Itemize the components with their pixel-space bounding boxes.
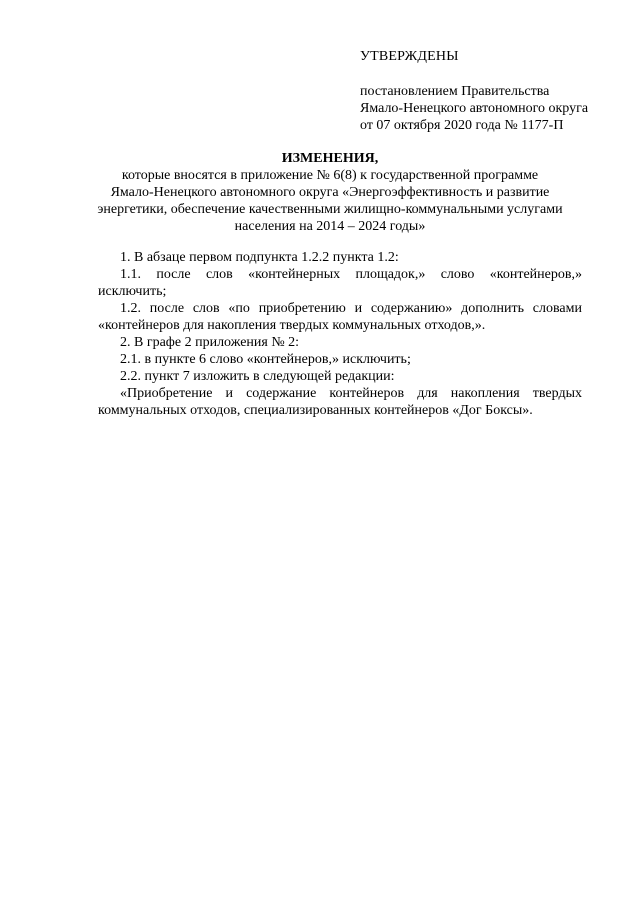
paragraph-1: 1. В абзаце первом подпункта 1.2.2 пункта 1.2: <box>120 250 399 265</box>
document-body <box>98 249 582 419</box>
approval-block <box>360 48 620 134</box>
document-title: ИЗМЕНЕНИЯ, <box>281 151 379 166</box>
document-heading <box>80 150 580 235</box>
paragraph-2-2: 2.2. пункт 7 изложить в следующей редакции: <box>120 369 395 384</box>
heading-line-3: энергетики, обеспечение качественными жилищно-коммунальными услугами <box>97 202 563 217</box>
paragraph-1-2: 1.2. после слов «по приобретению и содержанию» дополнить словами «контейнеров для накопления твердых коммунальных отходов,». <box>98 301 582 333</box>
approved-label: УТВЕРЖДЕНЫ <box>360 49 459 64</box>
paragraph-quote: «Приобретение и содержание контейнеров для накопления твердых коммунальных отходов, специализированных контейнеров «Дог Боксы». <box>98 386 582 418</box>
heading-line-4: населения на 2014 – 2024 годы» <box>234 219 426 234</box>
approval-line-resolution: постановлением Правительства <box>360 84 550 99</box>
approval-line-region: Ямало-Ненецкого автономного округа <box>360 101 589 116</box>
heading-line-2: Ямало-Ненецкого автономного округа «Энергоэффективность и развитие <box>110 185 550 200</box>
paragraph-2-1: 2.1. в пункте 6 слово «контейнеров,» исключить; <box>120 352 411 367</box>
paragraph-1-1: 1.1. после слов «контейнерных площадок,» слово «контейнеров,» исключить; <box>98 267 582 299</box>
heading-line-1: которые вносятся в приложение № 6(8) к государственной программе <box>121 168 539 183</box>
approval-line-date: от 07 октября 2020 года № 1177-П <box>360 118 564 133</box>
paragraph-2: 2. В графе 2 приложения № 2: <box>120 335 300 350</box>
